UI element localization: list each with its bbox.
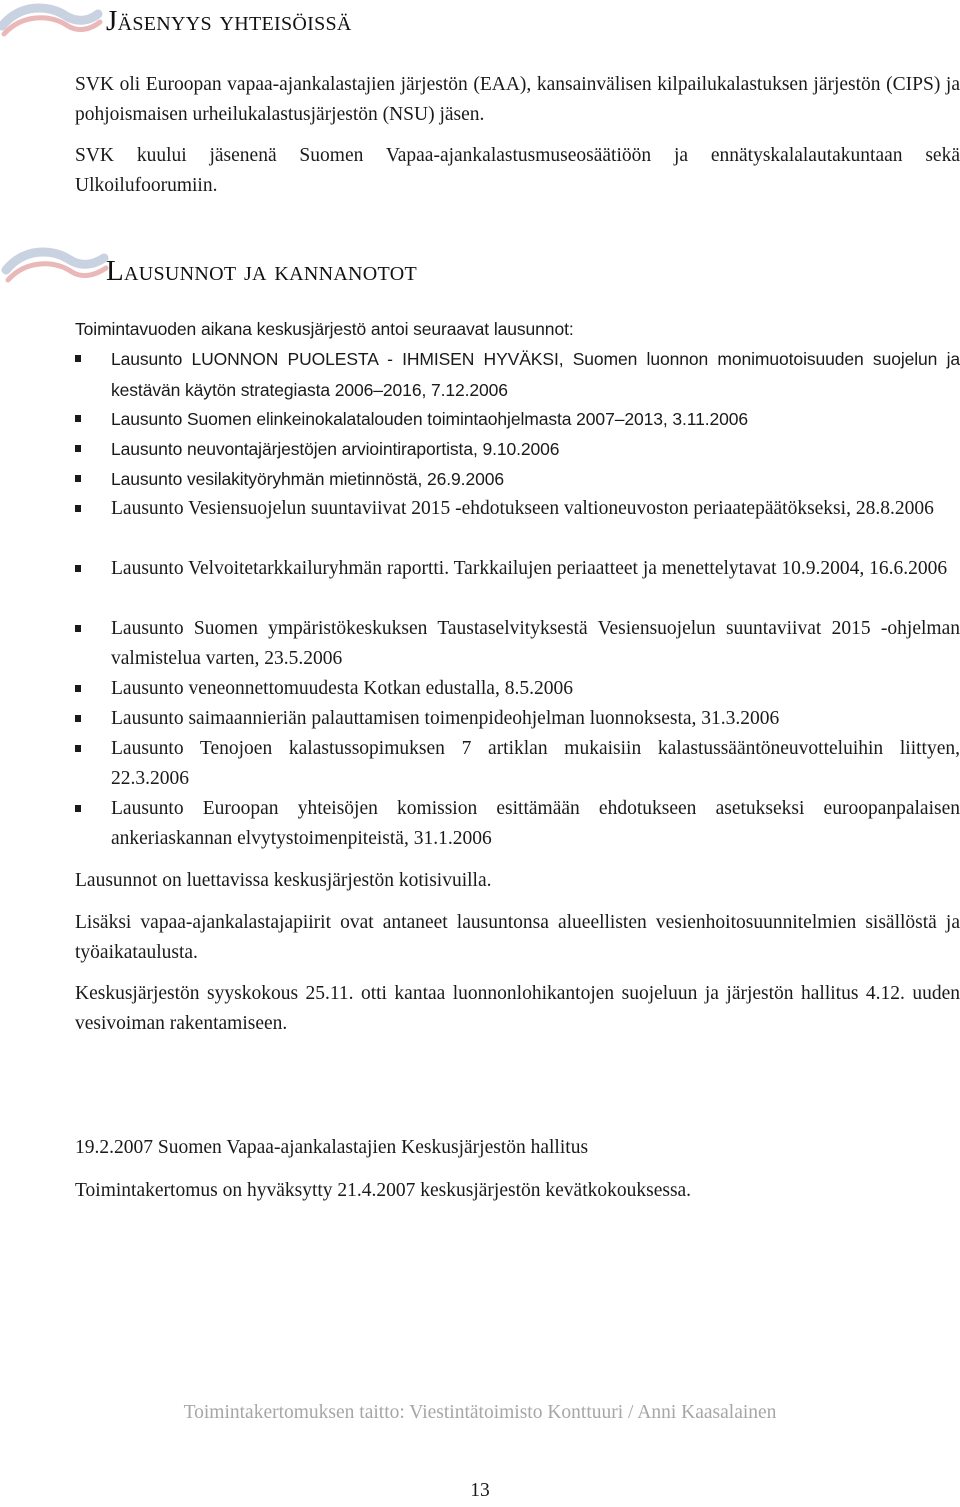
- signature-line: 19.2.2007 Suomen Vapaa-ajankalastajien Keskusjärjestön hallitus: [75, 1137, 589, 1158]
- bullet-square-icon: [75, 415, 81, 422]
- paragraph-districts: Lisäksi vapaa-ajankalastajapiirit ovat antaneet lausuntonsa alueellisten vesienhoitosuunnitelmien sisällöstä ja työaikataulusta.: [75, 912, 960, 963]
- bullet-square-icon: [75, 745, 81, 752]
- bullet-square-icon: [75, 805, 81, 812]
- list-item: Lausunto veneonnettomuudesta Kotkan edustalla, 8.5.2006: [75, 674, 960, 704]
- approval-line: Toimintakertomus on hyväksytty 21.4.2007 keskusjärjestön kevätkokouksessa.: [75, 1180, 692, 1201]
- bullet-square-icon: [75, 475, 81, 482]
- paragraph-membership-1: SVK oli Euroopan vapaa-ajankalastajien järjestön (EAA), kansainvälisen kilpailukalastuksen järjestön (CIPS) ja pohjoismaisen urheilukalastusjärjestön (NSU) jäsen.: [75, 74, 960, 125]
- bullet-square-icon: [75, 685, 81, 692]
- bullet-square-icon: [75, 565, 81, 572]
- list-item: Lausunto Suomen elinkeinokalatalouden toimintaohjelmasta 2007–2013, 3.11.2006: [75, 404, 960, 434]
- list-item: Lausunto vesilakityöryhmän mietinnöstä, 26.9.2006: [75, 464, 960, 494]
- page-number: 13: [470, 1480, 490, 1501]
- list-item: Lausunto Suomen ympäristökeskuksen Taustaselvityksestä Vesiensuojelun suuntaviivat 2015 -ohjelman valmistelua varten, 23.5.2006: [75, 614, 960, 674]
- paragraph-autumn-meeting: Keskusjärjestön syyskokous 25.11. otti kantaa luonnonlohikantojen suojeluun ja järjestön hallitus 4.12. uuden vesivoiman rakentamiseen.: [75, 983, 960, 1034]
- wave-logo-icon: [0, 240, 115, 298]
- list-item: Lausunto Vesiensuojelun suuntaviivat 2015 -ehdotukseen valtioneuvoston periaatepäätökseksi, 28.8.2006: [75, 494, 960, 554]
- footer-credit: Toimintakertomuksen taitto: Viestintätoimisto Konttuuri / Anni Kaasalainen: [183, 1402, 777, 1423]
- paragraph-website: Lausunnot on luettavissa keskusjärjestön kotisivuilla.: [75, 870, 492, 891]
- bullet-square-icon: [75, 505, 81, 512]
- list-item: Lausunto saimaannieriän palauttamisen toimenpideohjelman luonnoksesta, 31.3.2006: [75, 704, 960, 734]
- heading-statements: Lausunnot ja kannanotot: [106, 255, 417, 287]
- bullet-square-icon: [75, 715, 81, 722]
- list-item: Lausunto LUONNON PUOLESTA - IHMISEN HYVÄKSI, Suomen luonnon monimuotoisuuden suojelun ja kestävän käytön strategiasta 2006–2016, 7.12.2006: [75, 344, 960, 404]
- list-item: Lausunto Tenojoen kalastussopimuksen 7 artiklan mukaisiin kalastussääntöneuvotteluihin liittyen, 22.3.2006: [75, 734, 960, 794]
- bullet-square-icon: [75, 625, 81, 632]
- wave-logo-icon: [0, 0, 110, 50]
- statements-list: [75, 344, 960, 854]
- list-item: Lausunto Velvoitetarkkailuryhmän raportti. Tarkkailujen periaatteet ja menettelytavat 10.9.2004, 16.6.2006: [75, 554, 960, 614]
- bullet-square-icon: [75, 355, 81, 362]
- bullet-square-icon: [75, 445, 81, 452]
- list-item: Lausunto neuvontajärjestöjen arviointiraportista, 9.10.2006: [75, 434, 960, 464]
- heading-membership: Jäsenyys yhteisöissä: [106, 5, 352, 37]
- paragraph-membership-2: SVK kuului jäsenenä Suomen Vapaa-ajankalastusmuseosäätiöön ja ennätyskalalautakuntaan sekä Ulkoilufoorumiin.: [75, 145, 960, 196]
- statements-intro: Toimintavuoden aikana keskusjärjestö antoi seuraavat lausunnot:: [75, 319, 574, 339]
- list-item: Lausunto Euroopan yhteisöjen komission esittämään ehdotukseen asetukseksi euroopanpalaisen ankeriaskannan elvytystoimenpiteistä, 31.1.2006: [75, 794, 960, 854]
